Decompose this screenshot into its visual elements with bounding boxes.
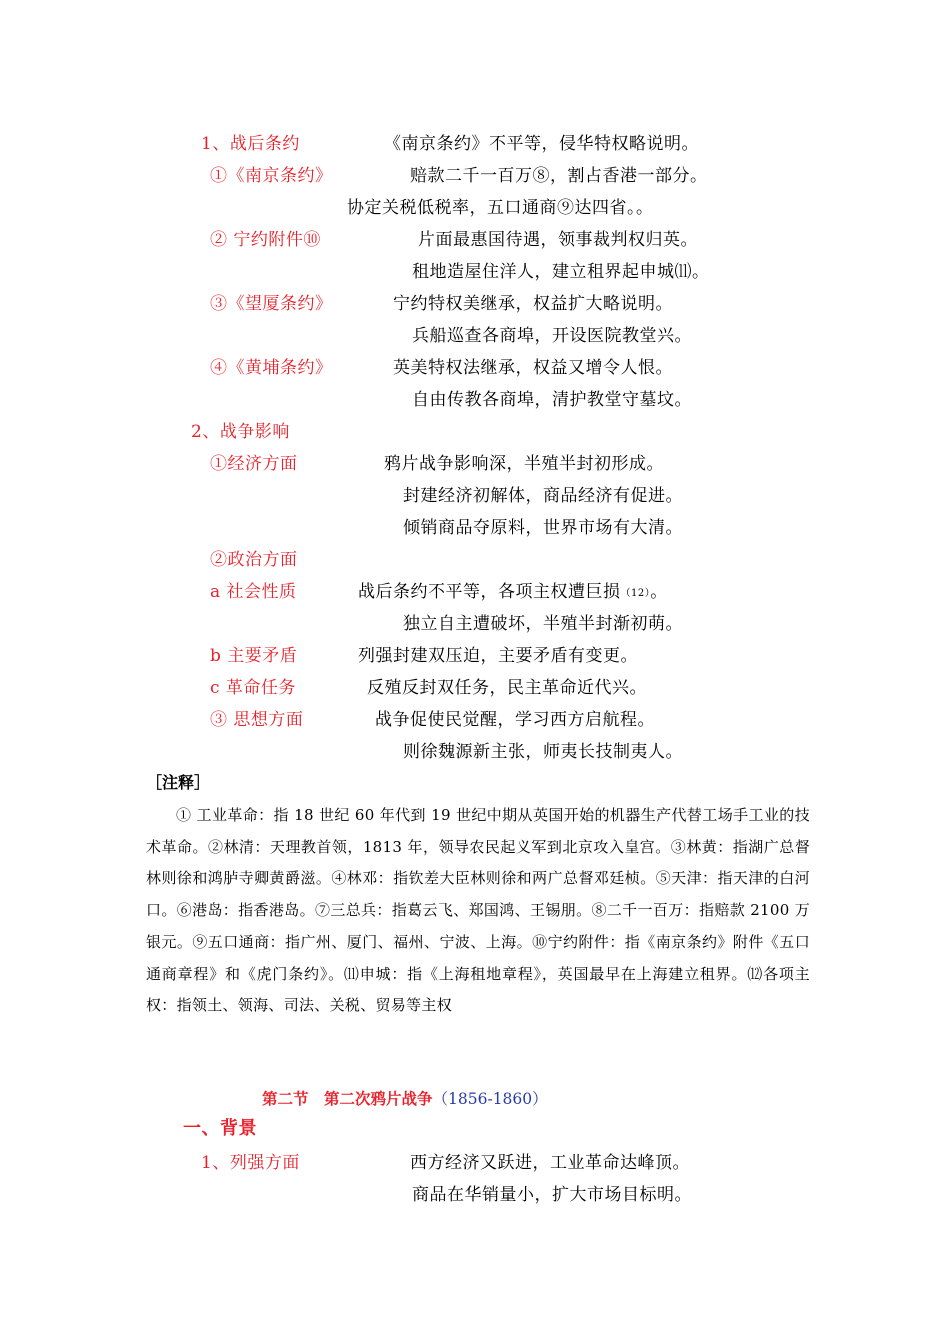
heading-background: 一、背景 bbox=[183, 1118, 257, 1139]
footnote-marker: （12） bbox=[620, 588, 651, 599]
section-title-text: 第二节 第二次鸦片战争 bbox=[262, 1089, 433, 1108]
label-economic: ①经济方面 bbox=[210, 454, 298, 474]
verse-line: 则徐魏源新主张，师夷长技制夷人。 bbox=[403, 742, 683, 762]
verse-line: 倾销商品夺原料，世界市场有大清。 bbox=[403, 518, 683, 538]
label-ideological: ③ 思想方面 bbox=[210, 710, 304, 730]
verse-line: 反殖反封双任务，民主革命近代兴。 bbox=[367, 678, 647, 698]
section-years: （1856-1860） bbox=[432, 1090, 548, 1108]
verse-line: 兵船巡查各商埠，开设医院教堂兴。 bbox=[412, 326, 692, 346]
section-title bbox=[262, 1087, 548, 1109]
verse-line: 西方经济又跃进，工业革命达峰顶。 bbox=[410, 1153, 690, 1173]
label-huangpu-treaty: ④《黄埔条约》 bbox=[210, 358, 333, 378]
verse-line: 封建经济初解体，商品经济有促进。 bbox=[403, 486, 683, 506]
verse-line: 战争促使民觉醒，学习西方启航程。 bbox=[375, 710, 655, 730]
heading-war-impact: 2、战争影响 bbox=[191, 422, 290, 442]
verse-line: 《南京条约》不平等，侵华特权略说明。 bbox=[384, 134, 699, 154]
label-nanjing-treaty: ①《南京条约》 bbox=[210, 166, 333, 186]
label-social-nature: a 社会性质 bbox=[210, 582, 297, 602]
verse-line: 鸦片战争影响深，半殖半封初形成。 bbox=[384, 454, 664, 474]
verse-line: 英美特权法继承，权益又增令人恨。 bbox=[393, 358, 673, 378]
verse-line: 租地造屋住洋人，建立租界起申城⑾。 bbox=[412, 262, 710, 282]
verse-line: 独立自主遭破坏，半殖半封渐初萌。 bbox=[403, 614, 683, 634]
label-wangxia-treaty: ③《望厦条约》 bbox=[210, 294, 333, 314]
notes-body: ① 工业革命：指 18 世纪 60 年代到 19 世纪中期从英国开始的机器生产代替工场手工业的技术革命。②林清：天理教首领，1813 年，领导农民起义军到北京攻入皇宫。③林黄：指湖广总督林则徐和鸿胪寺卿黄爵滋。④林邓：指钦差大臣林则徐和两广总督邓廷桢。⑤天津：指天津的白河口。⑥港岛：指香港岛。⑦三总兵：指葛云飞、郑国鸿、王锡朋。⑧二千一百万：指赔款 2100 万银元。⑨五口通商：指广州、厦门、福州、宁波、上海。⑩宁约附件：指《南京条约》附件《五口通商章程》和《虎门条约》。⑾申城：指《上海租地章程》，英国最早在上海建立租界。⑿各项主权：指领土、领海、司法、关税、贸易等主权 bbox=[146, 806, 810, 1015]
verse-line: 商品在华销量小，扩大市场目标明。 bbox=[412, 1185, 692, 1205]
verse-line: 片面最惠国待遇，领事裁判权归英。 bbox=[418, 230, 698, 250]
verse-line: 赔款二千一百万⑧，割占香港一部分。 bbox=[410, 166, 708, 186]
label-powers: 1、列强方面 bbox=[201, 1153, 300, 1173]
verse-line: 宁约特权美继承，权益扩大略说明。 bbox=[393, 294, 673, 314]
label-revolution-task: c 革命任务 bbox=[210, 678, 296, 698]
heading-postwar-treaties: 1、战后条约 bbox=[201, 134, 300, 154]
verse-line: 自由传教各商埠，清护教堂守墓坟。 bbox=[412, 390, 692, 410]
verse-line: 列强封建双压迫，主要矛盾有变更。 bbox=[358, 646, 638, 666]
verse-line: 协定关税低税率，五口通商⑨达四省。。 bbox=[347, 198, 654, 218]
label-main-contradiction: b 主要矛盾 bbox=[210, 646, 298, 666]
label-political: ②政治方面 bbox=[210, 550, 298, 570]
label-treaty-annex: ② 宁约附件⑩ bbox=[210, 230, 321, 250]
verse-line: 战后条约不平等，各项主权遭巨损（12）。 bbox=[358, 582, 668, 602]
notes-heading: ［注释］ bbox=[146, 773, 211, 792]
